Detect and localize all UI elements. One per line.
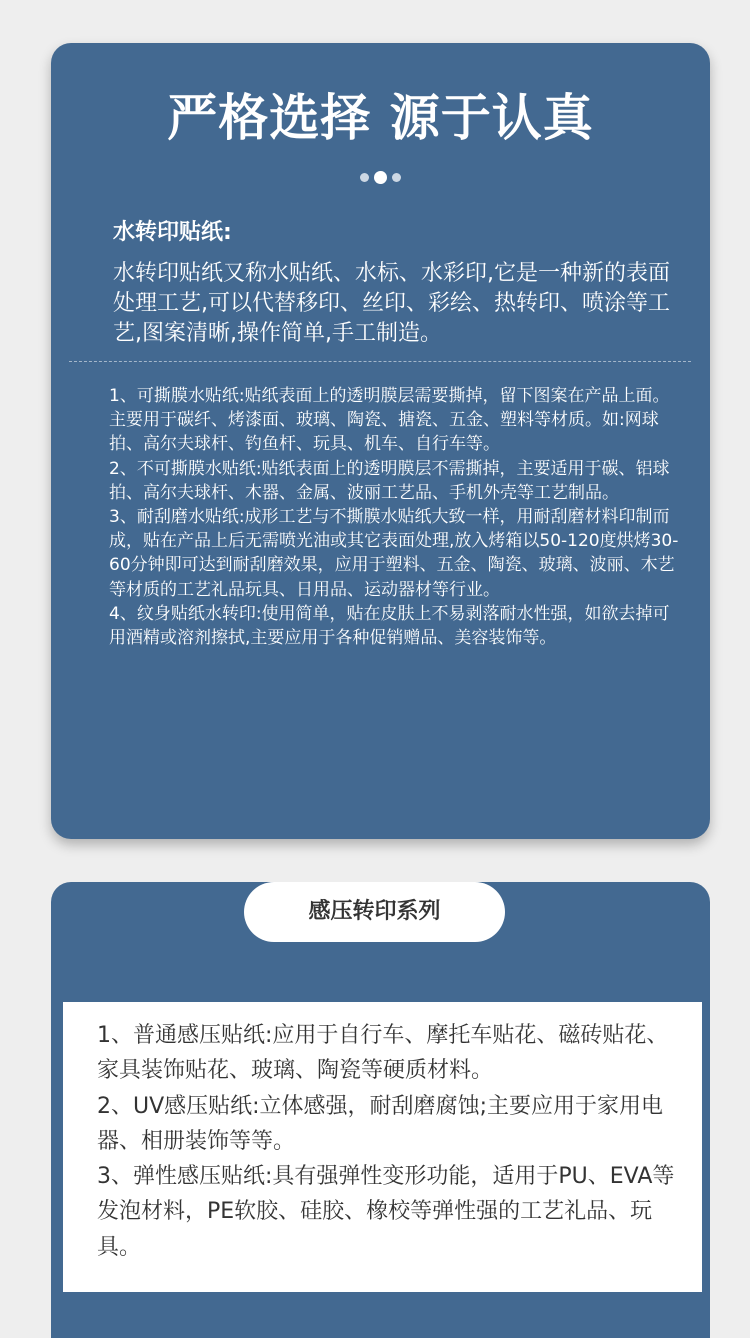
dot-indicator-active — [374, 171, 387, 184]
list-item: 2、UV感压贴纸:立体感强，耐刮磨腐蚀;主要应用于家用电器、相册装饰等等。 — [97, 1093, 663, 1154]
list-item: 2、不可撕膜水贴纸:贴纸表面上的透明膜层不需撕掉，主要适用于碳、铝球拍、高尔夫球杆、木器、金属、波丽工艺品、手机外壳等工艺制品。 — [109, 458, 670, 503]
water-transfer-card — [51, 43, 710, 839]
page-title: 严格选择 源于认真 — [167, 89, 594, 147]
section-title-pill: 感压转印系列 — [244, 882, 505, 942]
water-transfer-list — [109, 384, 679, 650]
list-item: 用酒精或溶剂擦拭,主要应用于各种促销赠品、美容装饰等。 — [109, 628, 557, 649]
pressure-transfer-card — [51, 882, 710, 1338]
list-item: 1、普通感压贴纸:应用于自行车、摩托车贴花、磁砖贴花、家具装饰贴花、玻璃、陶瓷等硬质材料。 — [97, 1023, 669, 1084]
list-item: 3、耐刮磨水贴纸:成形工艺与不撕膜水贴纸大致一样，用耐刮磨材料印制而成，贴在产品上后无需喷光油或其它表面处理,放入烤箱以50-120度烘烤30-60分钟即可达到耐刮磨效果，应用于塑料、五金、陶瓷、玻璃、波丽、木艺等材质的工艺礼品玩具、日用品、运动器材等行业。 — [109, 507, 679, 600]
carousel-dots — [51, 169, 710, 185]
dot-indicator — [360, 173, 369, 182]
dot-indicator — [392, 173, 401, 182]
pressure-transfer-panel — [63, 1002, 702, 1292]
list-item: 1、可撕膜水贴纸:贴纸表面上的透明膜层需要撕掉，留下图案在产品上面。主要用于碳纤、烤漆面、玻璃、陶瓷、搪瓷、五金、塑料等材质。如:网球拍、高尔夫球杆、钓鱼杆、玩具、机车、自行车等。 — [109, 386, 670, 455]
list-item: 4、纹身贴纸水转印:使用简单，贴在皮肤上不易剥落耐水性强，如欲去掉可 — [109, 603, 670, 624]
intro-heading: 水转印贴纸: — [113, 220, 232, 245]
pressure-transfer-list — [97, 1018, 687, 1265]
list-item: 3、弹性感压贴纸:具有强弹性变形功能，适用于PU、EVA等发泡材料，PE软胶、硅胶、橡校等弹性强的工艺礼品、玩具。 — [97, 1164, 675, 1260]
intro-text: 水转印贴纸又称水贴纸、水标、水彩印,它是一种新的表面处理工艺,可以代替移印、丝印、彩绘、热转印、喷涂等工艺,图案清晰,操作简单,手工制造。 — [113, 261, 670, 346]
dashed-divider — [69, 361, 691, 362]
